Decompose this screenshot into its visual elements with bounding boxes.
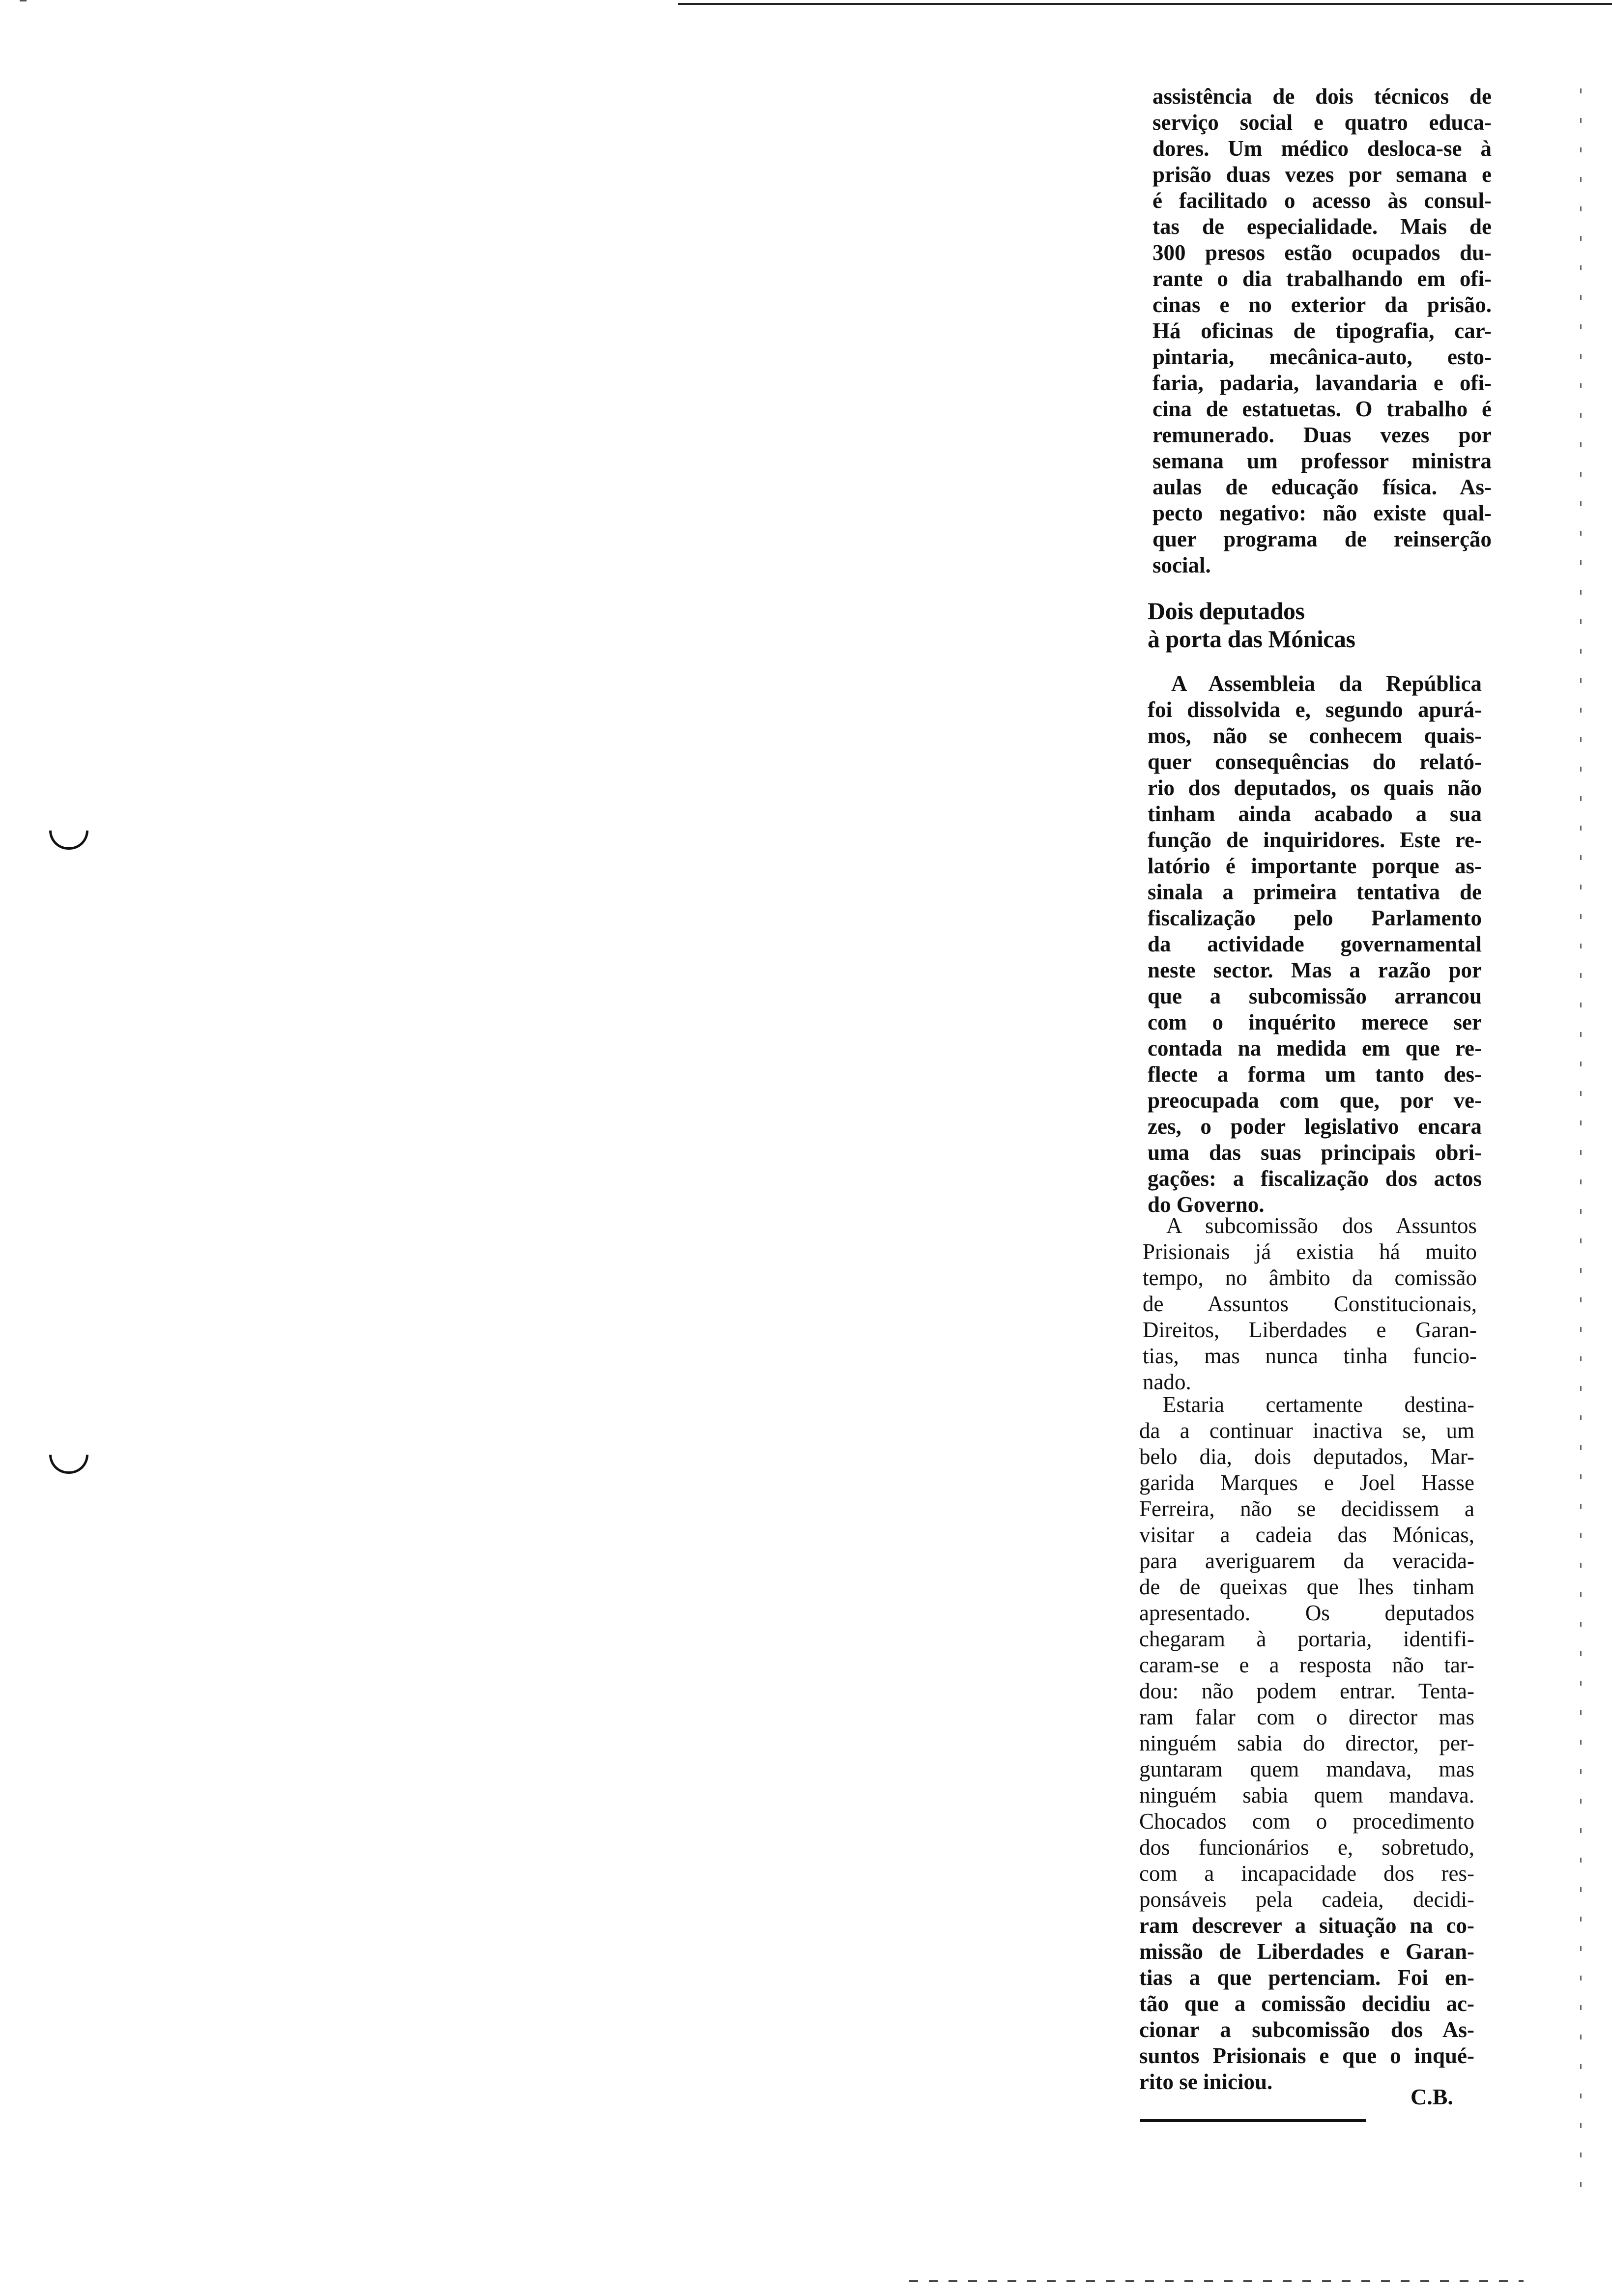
text-line: quer programa de reinserção: [1152, 527, 1492, 551]
text-line: A subcomissão dos Assuntos: [1166, 1213, 1477, 1238]
text-line: de Assuntos Constitucionais,: [1143, 1292, 1477, 1316]
text-line: tas de especialidade. Mais de: [1152, 214, 1492, 239]
text-line: tias a que pertenciam. Foi en-: [1139, 1965, 1474, 1990]
text-line: cionar a subcomissão dos As-: [1139, 2017, 1474, 2042]
text-line: ram descrever a situação na co-: [1139, 1913, 1474, 1938]
text-line: Ferreira, não se decidissem a: [1139, 1496, 1474, 1521]
text-line: cinas e no exterior da prisão.: [1152, 292, 1492, 317]
text-line: para averiguarem da veracida-: [1139, 1549, 1474, 1573]
text-line: ninguém sabia do director, per-: [1139, 1731, 1474, 1755]
text-line: suntos Prisionais e que o inqué-: [1139, 2043, 1474, 2068]
author-signature: C.B.: [1410, 2084, 1453, 2109]
text-line: guntaram quem mandava, mas: [1139, 1757, 1474, 1781]
text-line: dou: não podem entrar. Tenta-: [1139, 1679, 1474, 1703]
text-line: zes, o poder legislativo encara: [1148, 1114, 1482, 1139]
text-line: rante o dia trabalhando em ofi-: [1152, 266, 1492, 291]
text-line: foi dissolvida e, segundo apurá-: [1148, 697, 1482, 722]
text-line: sinala a primeira tentativa de: [1148, 880, 1482, 904]
text-line: rito se iniciou.: [1139, 2069, 1273, 2094]
text-line: apresentado. Os deputados: [1139, 1601, 1474, 1625]
text-line: missão de Liberdades e Garan-: [1139, 1939, 1474, 1964]
text-line: social.: [1152, 553, 1211, 577]
text-line: Estaria certamente destina-: [1163, 1392, 1474, 1417]
text-line: preocupada com que, por ve-: [1148, 1088, 1482, 1113]
text-line: remunerado. Duas vezes por: [1152, 423, 1492, 447]
text-line: flecte a forma um tanto des-: [1148, 1062, 1482, 1087]
text-line: fiscalização pelo Parlamento: [1148, 906, 1482, 930]
text-line: mos, não se conhecem quais-: [1148, 723, 1482, 748]
text-line: neste sector. Mas a razão por: [1148, 958, 1482, 982]
text-line: caram-se e a resposta não tar-: [1139, 1653, 1474, 1677]
punch-hole-mark: [49, 831, 88, 850]
text-line: ram falar com o director mas: [1139, 1705, 1474, 1729]
text-line: aulas de educação física. As-: [1152, 475, 1492, 499]
paragraph-3: [1143, 1213, 1477, 1395]
text-line: dos funcionários e, sobretudo,: [1139, 1835, 1474, 1860]
text-line: da actividade governamental: [1148, 932, 1482, 956]
text-line: de de queixas que lhes tinham: [1139, 1575, 1474, 1599]
text-line: que a subcomissão arrancou: [1148, 984, 1482, 1008]
text-line: função de inquiridores. Este re-: [1148, 828, 1482, 852]
text-line: contada na medida em que re-: [1148, 1036, 1482, 1061]
text-line: semana um professor ministra: [1152, 449, 1492, 473]
headline-line: Dois deputados: [1148, 597, 1305, 625]
text-line: 300 presos estão ocupados du-: [1152, 240, 1492, 265]
text-line: dores. Um médico desloca-se à: [1152, 136, 1492, 161]
text-line: rio dos deputados, os quais não: [1148, 775, 1482, 800]
text-line: ponsáveis pela cadeia, decidi-: [1139, 1887, 1474, 1912]
text-line: Chocados com o procedimento: [1139, 1809, 1474, 1834]
scan-edge-noise: [1580, 88, 1582, 2202]
scan-edge-noise: [909, 2280, 1524, 2282]
text-line: garida Marques e Joel Hasse: [1139, 1470, 1474, 1495]
top-rule: [678, 3, 1612, 5]
text-line: ninguém sabia quem mandava.: [1139, 1783, 1474, 1808]
text-line: tempo, no âmbito da comissão: [1143, 1265, 1477, 1290]
text-line: belo dia, dois deputados, Mar-: [1139, 1444, 1474, 1469]
text-line: da a continuar inactiva se, um: [1139, 1418, 1474, 1443]
text-line: cina de estatuetas. O trabalho é: [1152, 397, 1492, 421]
text-line: uma das suas principais obri-: [1148, 1140, 1482, 1165]
text-line: é facilitado o acesso às consul-: [1152, 188, 1492, 213]
paragraph-2: [1148, 671, 1482, 1218]
text-line: assistência de dois técnicos de: [1152, 84, 1492, 109]
text-line: tias, mas nunca tinha funcio-: [1143, 1344, 1477, 1368]
text-line: nado.: [1143, 1370, 1191, 1394]
text-line: com a incapacidade dos res-: [1139, 1861, 1474, 1886]
text-line: com o inquérito merece ser: [1148, 1010, 1482, 1034]
text-line: quer consequências do relató-: [1148, 749, 1482, 774]
end-rule: [1140, 2119, 1366, 2122]
text-line: pecto negativo: não existe qual-: [1152, 501, 1492, 525]
paragraph-4: [1139, 1392, 1474, 2095]
text-line: faria, padaria, lavandaria e ofi-: [1152, 371, 1492, 395]
text-line: latório é importante porque as-: [1148, 854, 1482, 878]
paragraph-1: [1152, 84, 1492, 578]
article-headline: [1148, 597, 1355, 653]
text-line: A Assembleia da República: [1171, 671, 1482, 696]
text-line: Direitos, Liberdades e Garan-: [1143, 1318, 1477, 1342]
text-line: tinham ainda acabado a sua: [1148, 802, 1482, 826]
text-line: pintaria, mecânica-auto, esto-: [1152, 344, 1492, 369]
text-line: Prisionais já existia há muito: [1143, 1239, 1477, 1264]
edge-mark: [20, 0, 27, 1]
text-line: chegaram à portaria, identifi-: [1139, 1627, 1474, 1651]
text-line: serviço social e quatro educa-: [1152, 110, 1492, 135]
text-line: Há oficinas de tipografia, car-: [1152, 318, 1492, 343]
punch-hole-mark: [49, 1455, 88, 1474]
text-line: do Governo.: [1148, 1192, 1265, 1217]
headline-line: à porta das Mónicas: [1148, 625, 1355, 653]
text-line: tão que a comissão decidiu ac-: [1139, 1991, 1474, 2016]
text-line: visitar a cadeia das Mónicas,: [1139, 1522, 1474, 1547]
text-line: prisão duas vezes por semana e: [1152, 162, 1492, 187]
text-line: gações: a fiscalização dos actos: [1148, 1166, 1482, 1191]
